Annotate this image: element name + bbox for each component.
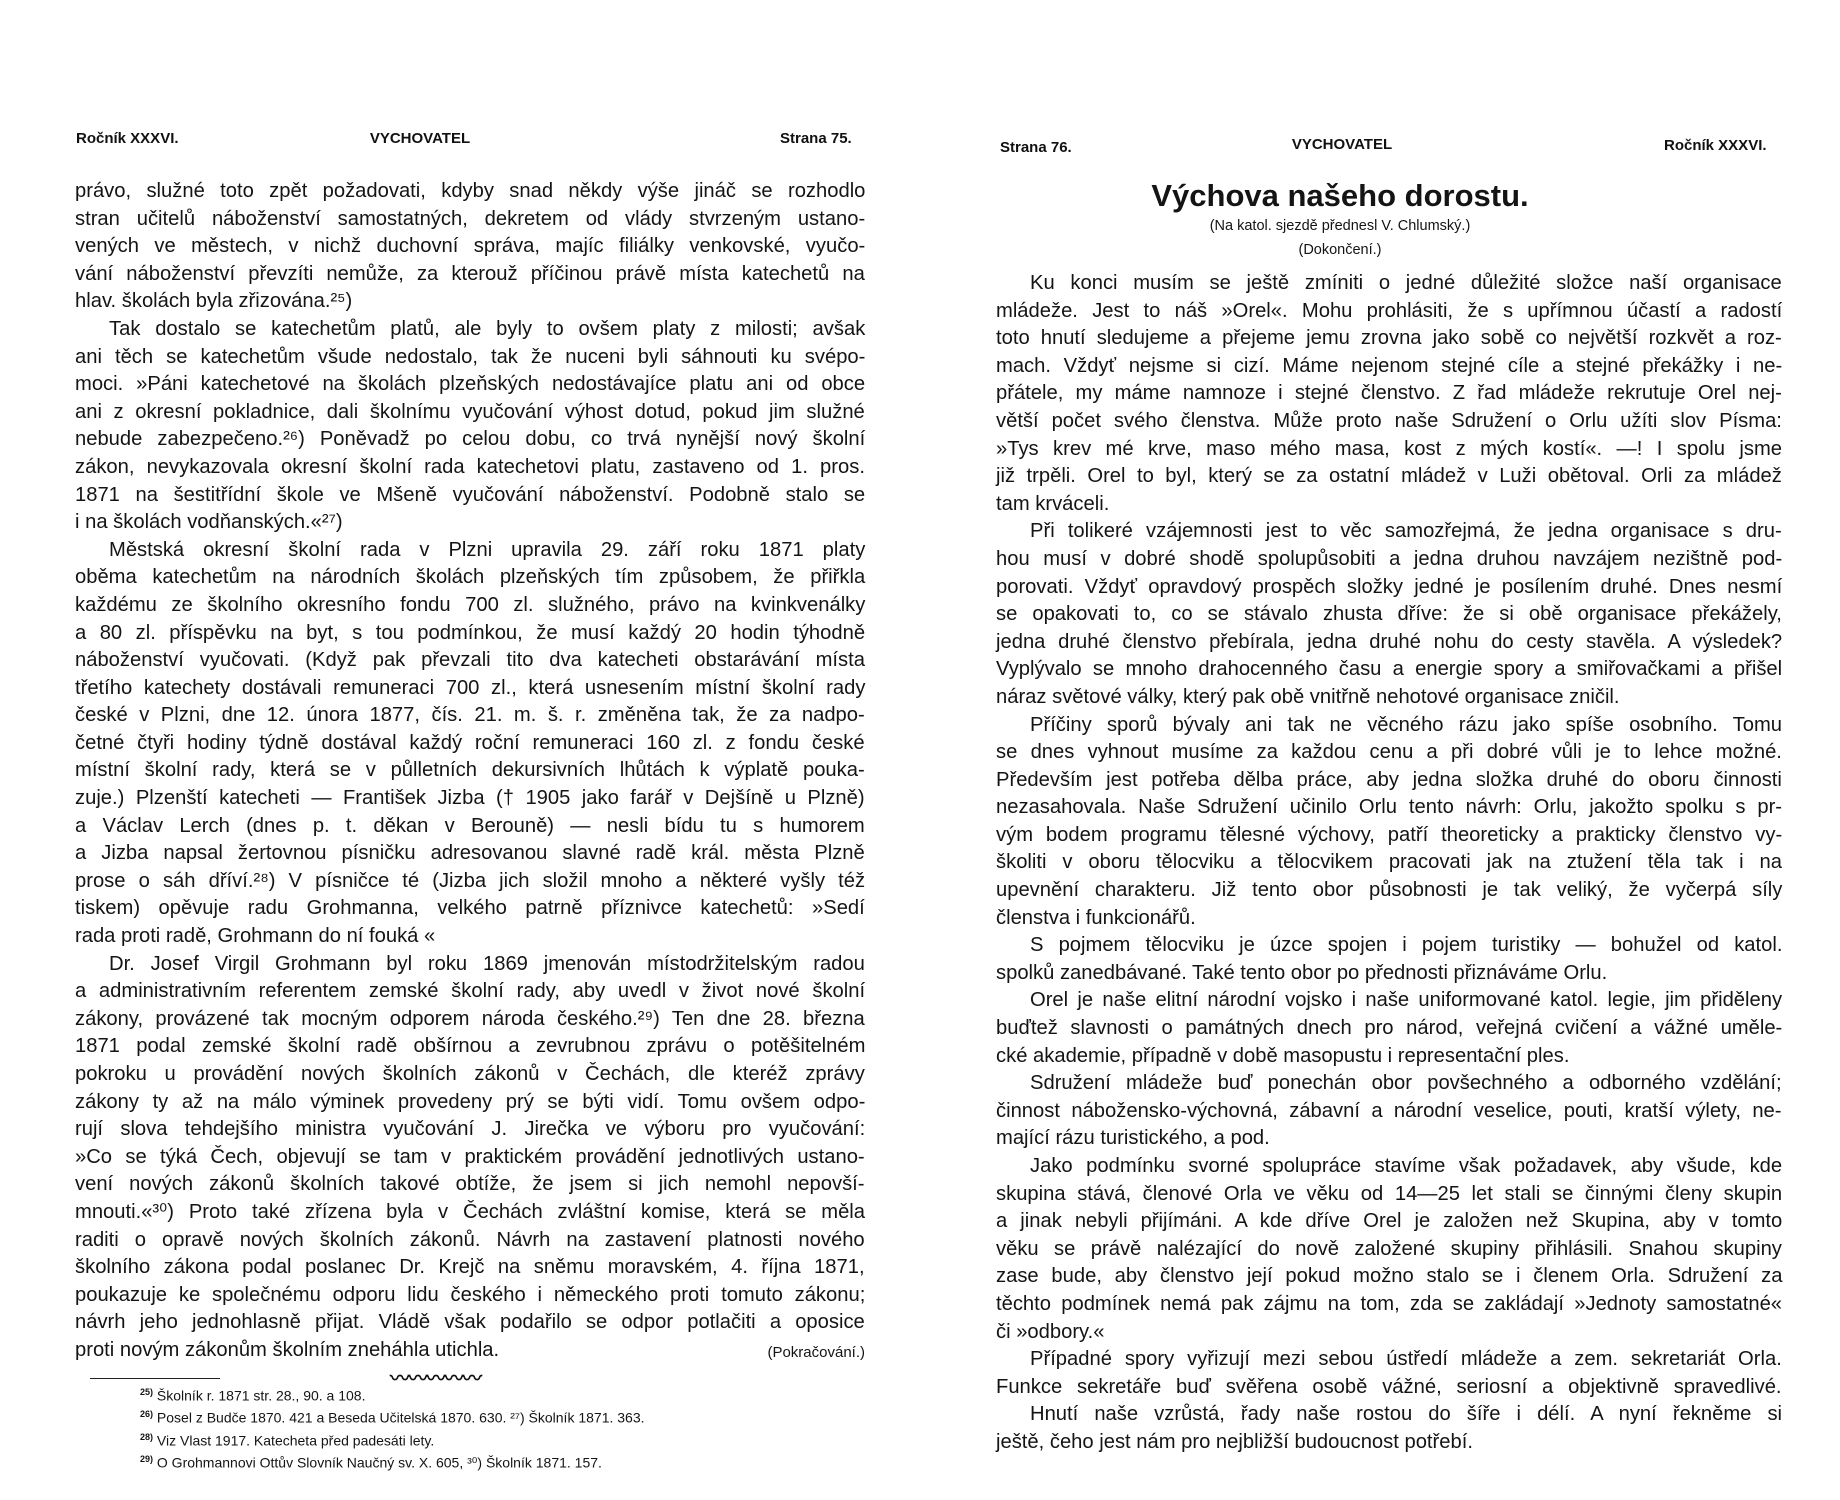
text-line: místní školní rady, která se v půlletních dekursivních lhůtách k výplatě pouka-: [75, 759, 865, 782]
text-line: zákon, nevykazovala okresní školní rada katechetovi platu, zastaveno od 1. pros.: [75, 455, 865, 478]
text-line: raditi o opravě nových školních zákonů. Návrh na zastavení platnosti nového: [75, 1228, 865, 1251]
text-line: rují slova tehdejšího ministra vyučování J. Jirečka ve výboru pro vyučování:: [75, 1118, 866, 1141]
footnote-item: $^{26)}$ Posel z Budče 1870. 421 a Beseda Učitelská 1870. 630. ²⁷) Školník 1871. 363.: [140, 1409, 645, 1426]
text-line: hlav. školách byla zřizována.²⁵): [75, 290, 353, 313]
text-line: návrh jeho jednohlasně přijat. Vládě však podařilo se odpor potlačiti a oposice: [75, 1311, 865, 1334]
text-line: Především jest potřeba dělba práce, aby jedna složka druhé do oboru činnosti: [996, 768, 1782, 791]
text-line: ani z okresní pokladnice, dali školnímu vyučování výhost dotud, pokud jim služné: [75, 400, 865, 423]
text-line: větší počet svého členstva. Může proto naše Sdružení o Orlu užíti slov Písma:: [996, 409, 1782, 432]
text-line: prose o sáh dříví.²⁸) V písničce té (Jizba jich složil mnoho a některé vyšly též: [75, 869, 866, 892]
text-line: mach. Vždyť nejsme si cizí. Máme nejenom stejné cíle a stejné překážky i ne-: [996, 354, 1783, 377]
text-line: tiskem) opěvuje radu Grohmanna, velkého patrně příznivce katechetů: »Sedí: [75, 897, 865, 920]
text-line: jedna druhé členstvo přebírala, jedna druhé nohu do cesty stavěla. A výsledek?: [996, 630, 1783, 653]
footnote-item: $^{29)}$ O Grohmannovi Ottův Slovník Naučný sv. X. 605, ³⁰) Školník 1871. 157.: [140, 1453, 602, 1471]
text-line: a jinak nebyli přijímáni. A kde dříve Orel je založen než Skupina, aby v tomto: [996, 1210, 1783, 1233]
text-line: Dr. Josef Virgil Grohmann byl roku 1869 jmenován místodržitelským radou: [109, 952, 865, 975]
text-line: vání náboženství převzíti nemůže, za kterouž příčinou právě místa katechetů na: [75, 262, 865, 285]
text-line: Funkce sekretáře buď svěřena osobě vážné, seriosní a objektivně spravedlivé.: [996, 1375, 1782, 1398]
text-line: vení nových zákonů školních takové obtíže, že jsem si jich nemohl nepovší-: [75, 1173, 865, 1196]
text-line: upevnění charakteru. Již tento obor působnosti je tak veliký, že vyčerpá síly: [996, 879, 1783, 902]
text-line: četné čtyři hodiny týdně dostával každý roční remuneraci 160 zl. z fondu české: [75, 731, 865, 754]
text-line: členstva i funkcionářů.: [996, 906, 1196, 929]
left-header-journal: VYCHOVATEL: [369, 130, 471, 147]
text-line: náboženství vyučovati. (Když pak převzali tito dva katecheti obstarávání místa: [75, 649, 865, 672]
text-line: toto hnutí sledujeme a přejeme jemu zrovna jako sobě co největší rozkvět a roz-: [996, 327, 1782, 350]
right-header-journal: VYCHOVATEL: [1291, 136, 1393, 153]
text-line: Ku konci musím se ještě zmíniti o jedné důležité složce naší organisace: [1030, 272, 1782, 294]
text-line: mající rázu turistického, a pod.: [996, 1127, 1270, 1150]
text-line: pokroku u provádění nových školních zákonů v Čechách, dle kteréž zprávy: [75, 1063, 865, 1085]
text-line: věku se právě nalézající do nově založené skupiny přihlásili. Snahou skupiny: [996, 1237, 1782, 1260]
text-line: mládeže. Jest to náš »Orel«. Mohu prohlásiti, že s upřímnou účastí a radostí: [996, 299, 1783, 322]
text-line: skupina stává, členové Orla ve věku od 14—25 let stali se činnými členy skupin: [996, 1182, 1783, 1205]
text-line: se opakovati to, co se stávalo zhusta dříve: že si obě organisace překážely,: [996, 603, 1782, 626]
text-line: ještě, čeho jest nám pro nejbližší budoucnost potřebí.: [996, 1430, 1473, 1453]
text-line: ani těch se katechetům všude nedostalo, tak že nuceni byli sáhnouti ku svépo-: [75, 345, 866, 368]
right-header-page-number: Strana 76.: [1000, 139, 1072, 156]
footnote-rule: [90, 1378, 220, 1379]
text-line: Tak dostalo se katechetům platů, ale byly to ovšem platy z milosti; avšak: [109, 317, 866, 340]
text-line: školního zákona podal poslanec Dr. Krejč na sněmu moravském, 4. října 1871,: [75, 1256, 865, 1279]
text-line: poukazuje ke společnému odporu lidu českého i německého proti tomuto zákonu;: [75, 1283, 866, 1306]
text-line: Městská okresní školní rada v Plzni upravila 29. září roku 1871 platy: [109, 538, 866, 561]
text-line: školiti v oboru tělocviku a tělocvikem pracovati jak na ztužení těla tak i na: [996, 851, 1782, 874]
ornament-divider: 〰〰〰〰〰: [390, 1366, 480, 1390]
text-line: třetího katechety dostávali remuneraci 700 zl., která usnesením místní školní rady: [75, 676, 866, 699]
text-line: vým bodem programu tělesné výchovy, patří theoreticky a prakticky členstvo vy-: [996, 823, 1783, 846]
text-line: spolků zanedbávané. Také tento obor po přednosti přiznáváme Orlu.: [996, 961, 1608, 984]
text-line: každému ze školního okresního fondu 700 zl. služného, právo na kvinkvenálky: [75, 593, 866, 616]
text-line: S pojmem tělocviku je úzce spojen i pojem turistiky — bohužel od katol.: [1030, 934, 1783, 957]
right-header-volume: Ročník XXXVI.: [1664, 137, 1767, 154]
text-line: již trpěli. Orel to byl, který se za ostatní mládež v Luži obětoval. Orli za mládež: [996, 465, 1782, 488]
text-line: nezasahovala. Naše Sdružení učinilo Orlu tento návrh: Orlu, jakožto spolku s pr-: [996, 796, 1783, 819]
text-line: Příčiny sporů bývaly ani tak ne věcného rázu jako spíše osobního. Tomu: [1030, 713, 1782, 736]
article-subtitle: (Na katol. sjezdě přednesl V. Chlumský.): [1209, 218, 1471, 234]
text-line: nebude zabezpečeno.²⁶) Poněvadž po celou dobu, co trvá nynější nový školní: [75, 428, 866, 451]
text-line: zákony, provázené tak mocným odporem národa českého.²⁹) Ten dne 28. března: [75, 1007, 865, 1030]
left-last-line: proti novým zákonům školním zneháhla utichla.: [75, 1339, 500, 1361]
text-line: činnost nábožensko-výchovná, zábavní a národní veselice, pouti, kratší výlety, ne-: [996, 1099, 1782, 1122]
text-line: i na školách vodňanských.«²⁷): [75, 511, 343, 534]
text-line: náraz světové války, který pak obě vnitřně nehotové organisace zničil.: [996, 685, 1620, 708]
left-header-volume: Ročník XXXVI.: [76, 130, 179, 147]
text-line: Jako podmínku svorné spolupráce stavíme však požadavek, aby všude, kde: [1030, 1155, 1783, 1177]
text-line: Orel je naše elitní národní vojsko i naše uniformované katol. legie, jim přiděleny: [1030, 989, 1783, 1012]
text-line: zase bude, aby členstvo její pokud možno stalo se i členem Orla. Sdružení za: [996, 1265, 1783, 1288]
text-line: 1871 podal zemské školní radě obšírnou a zevrubnou zprávu o potěšitelném: [75, 1035, 866, 1058]
text-line: a 80 zl. příspěvku na byt, s tou podmínkou, že musí každý 20 hodin týhodně: [75, 621, 866, 644]
text-line: oběma katechetům na národních školách plzeňských tím způsobem, že přiřkla: [75, 566, 866, 589]
text-line: »Co se týká Čech, objevují se tam v praktickém provádění jednotlivých ustano-: [75, 1145, 865, 1168]
text-line: těchto podmínek nemá pak zájmu na tom, zda se zakládají »Jednoty samostatné«: [996, 1292, 1783, 1315]
text-line: Vyplývalo se mnoho drahocenného času a energie spory a smiřovačkami a přišel: [996, 658, 1783, 681]
text-line: Při tolikeré vzájemnosti jest to věc samozřejmá, že jedna organisace s dru-: [1030, 520, 1782, 543]
text-line: mnouti.«³⁰) Proto také zřízena byla v Čechách zvláštní komise, která se měla: [75, 1200, 866, 1223]
text-line: porovati. Vždyť opravdový prospěch složky jedné je posílením druhé. Dnes nesmí: [996, 575, 1783, 598]
text-line: hou musí v dobré shodě spolupůsobiti a jedna druhou navzájem nezištně pod-: [996, 547, 1783, 570]
text-line: cké akademie, případně v době masopustu i representační ples.: [996, 1044, 1570, 1067]
right-page: [920, 0, 1840, 1500]
text-line: moci. »Páni katechetové na školách plzeňských nedostávajíce platu ani od obce: [75, 373, 866, 396]
left-header-page-number: Strana 75.: [780, 130, 852, 147]
text-line: Sdružení mládeže buď ponechán obor povšechného a odborného vzdělání;: [1030, 1072, 1782, 1095]
article-title: Výchova našeho dorostu.: [1151, 178, 1529, 213]
conclusion-note: (Dokončení.): [1298, 242, 1382, 258]
footnote-item: $^{28)}$ Viz Vlast 1917. Katecheta před padesáti lety.: [140, 1431, 435, 1449]
text-line: stran učitelů náboženství samostatných, dekretem od vlády stvrzeným ustano-: [75, 207, 866, 230]
text-line: právo, služné toto zpět požadovati, kdyby snad někdy výše jináč se rozhodlo: [75, 180, 866, 202]
text-line: české v Plzni, dne 12. února 1877, čís. 21. m. š. r. změněna tak, že za nadpo-: [75, 704, 865, 727]
text-line: »Tys krev mé krve, maso mého masa, kost z mých kostí«. —! I spolu jsme: [996, 437, 1783, 460]
text-line: zákony ty až na málo výminek provedeny prý se býti vidí. Tomu ovšem odpo-: [75, 1090, 866, 1113]
text-line: a administrativním referentem zemské školní rady, aby uvedl v život nové školní: [75, 980, 866, 1003]
text-line: či »odbory.«: [996, 1320, 1105, 1343]
right-body-text: [996, 270, 1782, 1457]
footnotes: [140, 1383, 800, 1472]
text-line: Hnutí naše vzrůstá, řady naše rostou do šíře i délí. A nyní řekněme si: [1030, 1403, 1783, 1426]
text-line: Případné spory vyřizují mezi sebou ústředí mládeže a zem. sekretariát Orla.: [1030, 1348, 1782, 1371]
text-line: zuje.) Plzenští katecheti — František Jizba († 1905 jako farář v Dejšíně u Plzně): [75, 787, 865, 810]
text-line: přátele, my máme namnoze i stejné členstvo. Z řad mládeže rekrutuje Orel nej-: [996, 382, 1782, 405]
text-line: se dnes vyhnout musíme za každou cenu a při dobré vůli je to lehce možné.: [996, 741, 1782, 764]
text-line: a Jizba napsal žertovnou písničku adresovanou slavné radě král. města Plzně: [75, 842, 865, 865]
text-line: 1871 na šestitřídní škole ve Mšeně vyučování náboženství. Podobně stalo se: [75, 483, 866, 506]
text-line: tam krváceli.: [996, 492, 1110, 515]
text-line: a Václav Lerch (dnes p. t. děkan v Berouně) — nesli bídu tu s humorem: [75, 814, 865, 837]
footnote-item: $^{25)}$ Školník r. 1871 str. 28., 90. a 108.: [140, 1387, 366, 1404]
continuation-note: (Pokračování.): [767, 1344, 865, 1361]
text-line: vených ve městech, v nichž duchovní správa, majíc filiálky venkovské, vyučo-: [75, 235, 866, 258]
left-last-line-row: [75, 1337, 865, 1365]
left-body-text: [75, 178, 865, 1337]
text-line: rada proti radě, Grohmann do ní fouká «: [75, 925, 436, 948]
text-line: buďtež slavnosti o památných dnech pro národ, veřejná cvičení a vážné uměle-: [996, 1017, 1783, 1040]
